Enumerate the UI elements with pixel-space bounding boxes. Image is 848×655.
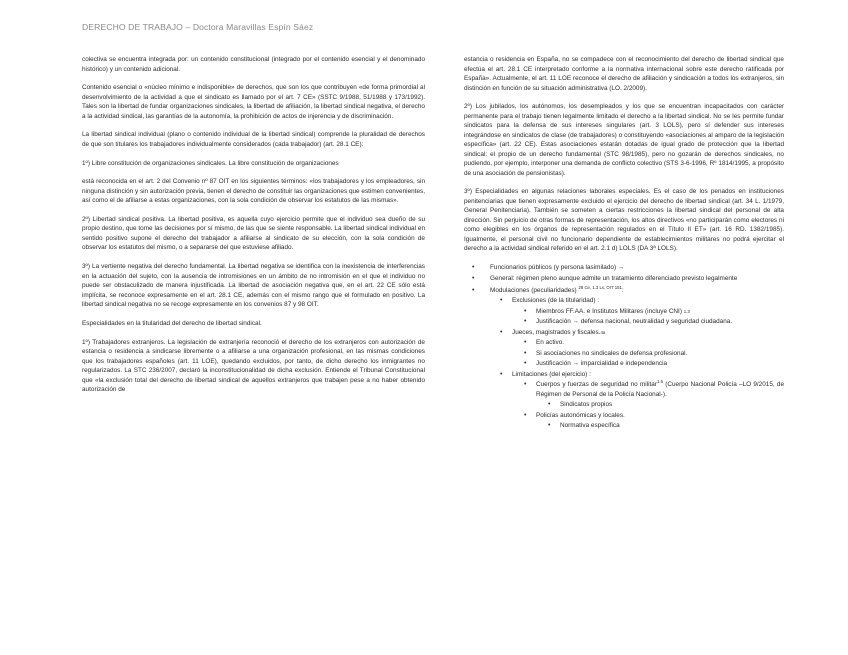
- paragraph: 1º) Libre constitución de organizaciones sindicales. La libre constitución de organizaciones: [82, 159, 339, 167]
- bullet-list: [520, 338, 784, 369]
- bullet-list: [520, 307, 784, 327]
- list-item: • Limitaciones (del ejercicio) : • Cuerpos y fuerzas de seguridad no militar$^{1.5}$ (Cuerpo Nacional Policía –LO 9/2015, de Régimen de Personal de la Policía Nacional-). • Sindicatos propios • Policías autonómicas y locales. • Normativa específica: [498, 370, 784, 431]
- bullet-list: [464, 263, 784, 431]
- list-item: • General: régimen pleno aunque admite un tratamiento diferenciado previsto legalmente: [464, 274, 784, 284]
- paragraph: estancia o residencia en España, no se compadece con el reconocimiento del derecho de libertad sindical que efectúa el art. 28.1 CE interpretado conforme a la normativa internacional sobre este derecho ratificada por España». Actualmente, el art. 11 LOE reconoce el derecho de afiliación y sindicación a todos los extranjeros, sin distinción en función de su situación administrativa (LO. 2/2009).: [464, 56, 784, 92]
- bullet-list: [520, 380, 784, 431]
- paragraph: Contenido esencial o «núcleo mínimo e indisponible» de derechos, que son los que contribuyen «de forma primordial al desenvolvimiento de la actividad a que el sindicato es llamado por el art. 7 CE» (SSTC 9/1988, 51/1988 y 173/1992). Tales son la libertad de fundar organizaciones sindicales, la libertad de afiliación, la libertad sindical negativa, el derecho a la actividad sindical, las garantías de la autonomía, la prohibición de actos de injerencia y de discriminación.: [82, 84, 425, 120]
- footnote-ref: 1.5: [657, 379, 663, 385]
- footnote-ref: 4a: [600, 329, 606, 335]
- footnote-ref: 1.3: [683, 308, 690, 314]
- list-item: • Policías autonómicas y locales. • Normativa específica: [520, 411, 784, 431]
- paragraph: 1º) Trabajadores extranjeros. La legislación de extranjería reconoció el derecho de los extranjeros con autorización de estancia o residencia a sindicarse libremente o a afiliarse a una organización profesional, en las mismas condiciones que los trabajadores españoles (art. 11 LOE), quedando excluidos, por tanto, de dicho derecho los inmigrantes no regularizados. La STC 236/2007, declaró la inconstitucionalidad de dicha exclusión. Entiende el Tribunal Constitucional que «la exclusión total del derecho de libertad sindical de aquellos extranjeros que trabajen pese a no haber obtenido autorización de: [82, 338, 425, 393]
- right-column: [464, 55, 784, 432]
- list-item: • Justificación → imparcialidad e independencia: [520, 359, 784, 369]
- list-item: • Miembros FF.AA. e Institutos Militares (incluye CNI) 1.3: [520, 307, 784, 317]
- bullet-list: [498, 296, 784, 431]
- paragraph: está reconocida en el art. 2 del Convenio nº 87 OIT en los siguientes términos: «los trabajadores y los empleadores, sin ninguna distinción y sin autorización previa, tienen el derecho de constituir las organizaciones que estimen convenientes, así como el de afiliarse a estas organizaciones, con la sola condición de observar los estatutos de las mismas».: [82, 178, 425, 205]
- bullet-list: [542, 400, 784, 410]
- left-column: [82, 55, 425, 404]
- list-item: • Justificación → defensa nacional, neutralidad y seguridad ciudadana.: [520, 317, 784, 327]
- list-item: • Exclusiones (de la titularidad) : • Miembros FF.AA. e Institutos Militares (incluye CNI) 1.3 • Justificación → defensa nacional, neutralidad y seguridad ciudadana.: [498, 296, 784, 327]
- paragraph: 3º) Especialidades en algunas relaciones laborales especiales. Es el caso de los penados en instituciones penitenciarias que tienen expresamente excluido el ejercicio del derecho de libertad sindical (art. 34 L. 1/1979, General Penitenciaria). También se someten a ciertas restricciones la libertad sindical del personal de alta dirección. Sin perjuicio de otras formas de representación, los altos directivos «no participarán como electores ni como elegibles en los órganos de representación regulados en el Título II ET» (art. 16 RD. 1382/1985). Igualmente, el personal civil no funcionario dependiente de establecimientos militares no podrá ejercitar el derecho a la actividad sindical referido en el art. 2.1 d) LOLS (DA 3ª LOLS).: [464, 188, 784, 253]
- paragraph: 3º) La vertiente negativa del derecho fundamental. La libertad negativa se identifica con la inexistencia de interferencias en la actuación del sujeto, con la ausencia de intromisiones en un ámbito de no intromisión en el que el individuo no puede ser obstaculizado de manera injustificada. La libertad de asociación negativa que, en el art. 22 CE sólo está implícita, se reconoce expresamente en el art. 28.1 CE, además con el mismo rango que el formulado en positivo. La libertad sindical negativa no se recoge expresamente en los convenios 87 y 98 OIT.: [82, 263, 425, 309]
- list-item: • Sindicatos propios: [542, 400, 784, 410]
- page-header: DERECHO DE TRABAJO – Doctora Maravillas Espín Sáez: [82, 22, 314, 32]
- paragraph: 2º) Los jubilados, los autónomos, los desempleados y los que se encuentran incapacitados con carácter permanente para el trabajo tienen legalmente limitado el derecho a la libertad sindical. No se les permite fundar sindicatos para la defensa de sus intereses singulares (art. 3 LOLS), pero sí defender sus intereses integrándose en sindicatos de clase (de trabajadores) o constituyendo «asociaciones al amparo de la legislación específica» (art. 22 CE). Estas asociaciones estarán dotadas de igual grado de protección que la libertad sindical: el propio de un derecho fundamental (STC 98/1985), pero no gozarán de derechos sindicales, no pudiendo, por ejemplo, interponer una demanda de conflicto colectivo (STS 3-6-1996, Rº 1814/1995, a propósito de una asociación de pensionistas).: [464, 103, 784, 177]
- paragraph: colectiva se encuentra integrada por: un contenido constitucional (integrado por el contenido esencial y el denominado histórico) y un contenido adicional.: [82, 56, 425, 73]
- bullet-list: [542, 421, 784, 431]
- list-item: • Si asociaciones no sindicales de defensa profesional.: [520, 349, 784, 359]
- list-item: • Funcionarios públicos (y persona lasimilado) →: [464, 263, 784, 273]
- list-item: • En activo.: [520, 338, 784, 348]
- list-item: • Jueces, magistrados y fiscales.4a • En activo. • Si asociaciones no sindicales de defensa profesional. • Justificación → imparcialidad e independencia: [498, 328, 784, 369]
- list-item: • Normativa específica: [542, 421, 784, 431]
- paragraph: La libertad sindical individual (plano o contenido individual de la libertad sindical) comprende la pluralidad de derechos de que son titulares los trabajadores individualmente considerados (cada trabajador) (art. 28.1 CE):: [82, 131, 425, 148]
- section-heading: Especialidades en la titularidad del derecho de libertad sindical.: [82, 319, 262, 327]
- list-item: • Modulaciones (peculiaridades) $^{28 Ce, 1.3 Ls, OIT 151}$: • Exclusiones (de la titularidad) : • Miembros FF.AA. e Institutos Militares (incluye CNI) 1.3 • Justificación → defensa nacional, neutralidad y seguridad ciudadana. • Jueces, magistrados y fiscales.4a • En activo. • Si asociaciones no sindicales de defensa profesional. • Justificación → imparcialidad e independencia • Limitaciones (del ejercicio) : • Cuerpos y fuerzas de seguridad no militar$^{1.5}$ (Cuerpo Nacional Policía –LO 9/2015, de Régimen de Personal de la Policía Nacional-). • Sindicatos propios • Policías autonómicas y locales. • Normativa específica: [464, 286, 784, 431]
- paragraph: 2º) Libertad sindical positiva. La libertad positiva, es aquella cuyo ejercicio permite que el individuo sea dueño de su propio destino, que tome las decisiones por sí mismo, de las que se siente responsable. La libertad sindical individual en sentido positivo supone el derecho del trabajador a afiliarse al sindicato de su elección, con la sola condición de observar los estatutos del mismo, o a separarse del que estuviese afiliado.: [82, 215, 425, 252]
- footnote-ref: 28 Ce, 1.3 Ls, OIT 151: [578, 284, 622, 290]
- list-item: • Cuerpos y fuerzas de seguridad no militar$^{1.5}$ (Cuerpo Nacional Policía –LO 9/2015, de Régimen de Personal de la Policía Nacional-). • Sindicatos propios: [520, 380, 784, 410]
